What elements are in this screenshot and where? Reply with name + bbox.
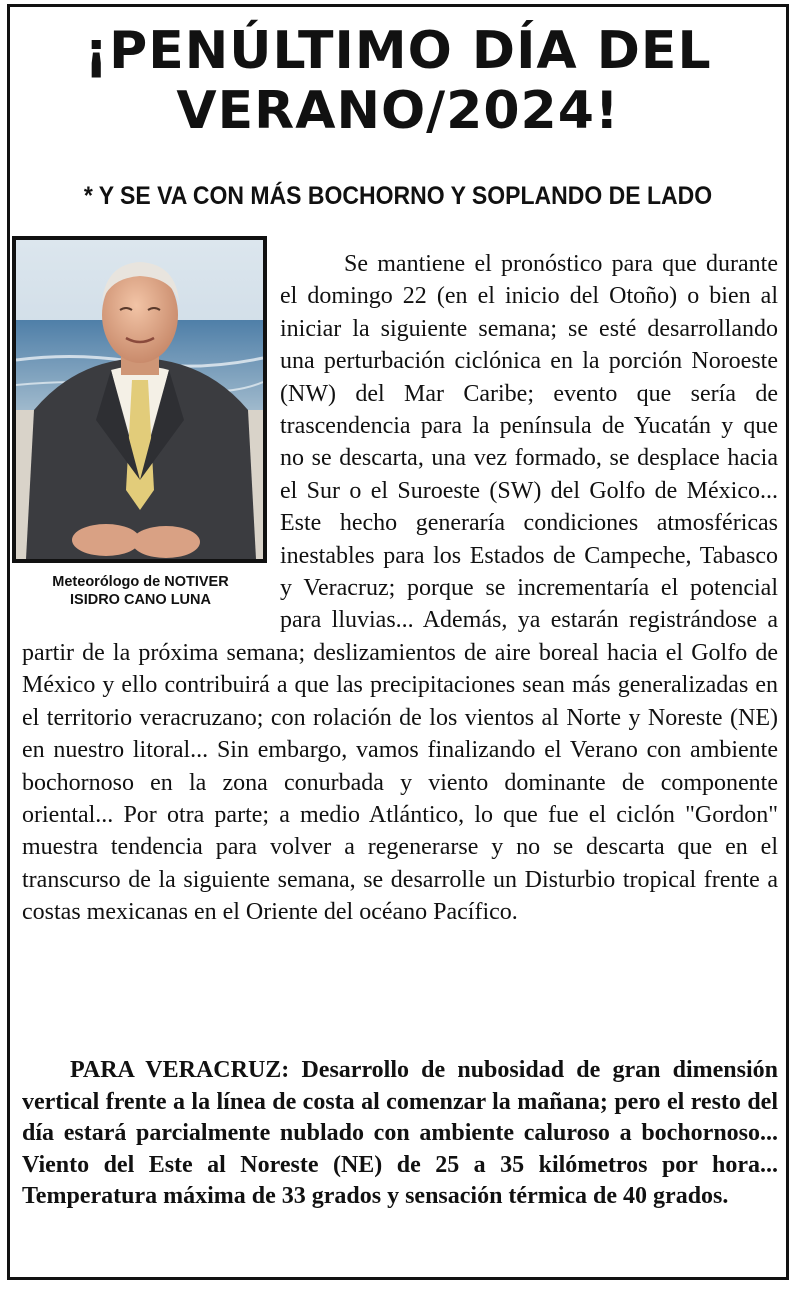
caption-line-2: ISIDRO CANO LUNA bbox=[70, 592, 211, 608]
headline bbox=[10, 21, 786, 141]
photo-wrap-spacer bbox=[22, 248, 280, 623]
veracruz-forecast: PARA VERACRUZ: Desarrollo de nubosidad de gran dimensión vertical frente a la línea de costa al comenzar la mañana; pero el resto del día estará parcialmente nublado con ambiente caluroso a bochornoso... Viento del Este al Noreste (NE) de 25 a 35 kilómetros por hora... Temperatura máxima de 33 grados y sensación térmica de 40 grados. bbox=[22, 1057, 778, 1209]
article-frame bbox=[7, 4, 789, 1280]
headline-line-1: ¡PENÚLTIMO DÍA DEL bbox=[84, 21, 712, 81]
caption-line-1: Meteorólogo de NOTIVER bbox=[52, 574, 229, 590]
body-paragraph: Se mantiene el pronóstico para que durante el domingo 22 (en el inicio del Otoño) o bien al iniciar la siguiente semana; se esté desarrollando una perturbación ciclónica en la porción Noroeste (NW) del Mar Caribe; evento que sería de trascendencia para la península de Yucatán y que no se descarta, una vez formado, se desplace hacia el Sur o el Suroeste (SW) del Golfo de México... Este hecho generaría condiciones atmosféricas inestables para los Estados de Campeche, Tabasco y Veracruz; porque se incrementaría el potencial para lluvias... Además, ya estarán registrándose a partir de la próxima semana; deslizamientos de aire boreal hacia el Golfo de México y ello contribuirá a que las precipitaciones sean más generalizadas en el territorio veracruzano; con rolación de los vientos al Norte y Noreste (NE) en nuestro litoral... Sin embargo, vamos finalizando el Verano con ambiente bochornoso en la zona conurbada y viento dominante de componente oriental... Por otra parte; a medio Atlántico, lo que fue el ciclón "Gordon" muestra tendencia para volver a regenerarse y no se descarta que en el transcurso de la siguiente semana, se desarrolle un Disturbio tropical frente a costas mexicanas en el Oriente del océano Pacífico. bbox=[22, 251, 778, 926]
article-body bbox=[22, 248, 778, 929]
subheadline: * Y SE VA CON MÁS BOCHORNO Y SOPLANDO DE LADO bbox=[83, 182, 713, 210]
headline-line-2: VERANO/2024! bbox=[176, 81, 620, 141]
